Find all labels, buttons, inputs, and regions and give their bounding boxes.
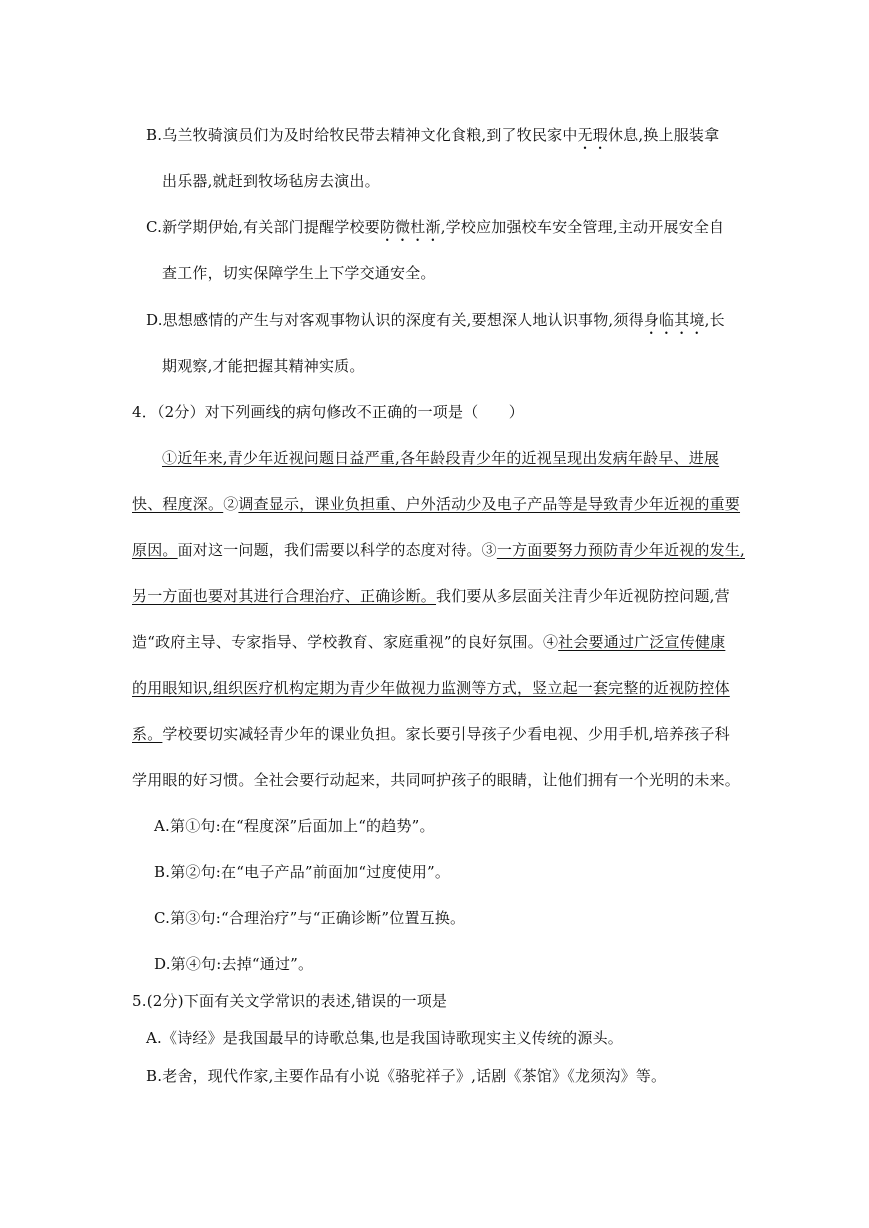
- q4-passage-line6: [132, 677, 730, 699]
- q4-option-c[interactable]: C.第③句:“合理治疗”与“正确诊断”位置互换。: [154, 909, 466, 927]
- q5-stem: 5.(2分)下面有关文学常识的表述,错误的一项是: [132, 992, 448, 1010]
- text: C.新学期伊始,有关部门提醒学校要: [146, 218, 380, 236]
- q4-passage-line1: [162, 447, 719, 469]
- text: 面对这一问题，我们需要以科学的态度对待。③: [177, 541, 497, 559]
- dotted-term: 防微杜渐: [379, 218, 441, 236]
- text: 造“政府主导、专家指导、学校教育、家庭重视”的良好氛围。④: [132, 633, 559, 651]
- text: ,长: [704, 311, 725, 329]
- text: 我们要从多层面关注青少年近视防控问题,营: [436, 587, 730, 605]
- text: ,学校应加强校车安全管理,主动开展安全自: [440, 218, 725, 236]
- text: 学校要切实减轻青少年的课业负担。家长要引导孩子少看电视、少用手机,培养孩子科: [162, 725, 730, 743]
- q3-option-d-line1: [146, 309, 725, 338]
- q3-option-b-line1: [146, 124, 719, 153]
- underlined-sentence: 快、程度深。: [132, 495, 224, 513]
- q4-passage-line3: [132, 539, 745, 561]
- q4-stem: 4．（2分）对下列画线的病句修改不正确的一项是（ ）: [132, 403, 524, 421]
- underlined-sentence: 调查显示，课业负担重、户外活动少及电子产品等是导致青少年近视的重要: [238, 495, 741, 513]
- underlined-sentence: 原因。: [132, 541, 178, 559]
- q4-option-d[interactable]: D.第④句:去掉“通过”。: [154, 955, 314, 973]
- q3-option-b-line2: 出乐器,就赶到牧场毡房去演出。: [162, 172, 380, 190]
- q3-option-d-line2: 期观察,才能把握其精神实质。: [162, 357, 365, 375]
- underlined-sentence: 的用眼知识,组织医疗机构定期为青少年做视力监测等方式，竖立起一套完整的近视防控体: [132, 679, 730, 697]
- q4-passage-line8: 学用眼的好习惯。全社会要行动起来，共同呵护孩子的眼睛，让他们拥有一个光明的未来。: [132, 771, 741, 789]
- q4-passage-line4: [132, 585, 730, 607]
- underlined-sentence: ①近年来,青少年近视问题日益严重,各年龄段青少年的近视呈现出发病年龄早、进展: [162, 449, 720, 467]
- underlined-sentence: 社会要通过广泛宣传健康: [558, 633, 726, 651]
- text: B.乌兰牧骑演员们为及时给牧民带去精神文化食粮,到了牧民家中: [146, 126, 578, 144]
- q5-option-b[interactable]: B.老舍，现代作家,主要作品有小说《骆驼祥子》,话剧《茶馆》《龙须沟》等。: [146, 1067, 667, 1085]
- q4-option-a[interactable]: A.第①句:在“程度深”后面加上“的趋势”。: [154, 817, 435, 835]
- underlined-sentence: 一方面要努力预防青少年近视的发生,: [496, 541, 745, 559]
- text: D.思想感情的产生与对客观事物认识的深度有关,要想深人地认识事物,须得: [146, 311, 644, 329]
- q4-passage-line5: [132, 631, 725, 653]
- underlined-sentence: 系。: [132, 725, 163, 743]
- dotted-term: 无瑕: [577, 126, 608, 144]
- q3-option-c-line2: 查工作，切实保障学生上下学交通安全。: [162, 264, 436, 282]
- q4-option-b[interactable]: B.第②句:在“电子产品”前面加“过度使用”。: [154, 863, 451, 881]
- underlined-sentence: 另一方面也要对其进行合理治疗、正确诊断。: [132, 587, 437, 605]
- q3-option-c-line1: [146, 216, 724, 245]
- text: 休息,换上服装拿: [607, 126, 720, 144]
- dotted-term: 身临其境: [643, 311, 705, 329]
- text: ②: [223, 495, 239, 513]
- q5-option-a[interactable]: A.《诗经》是我国最早的诗歌总集,也是我国诗歌现实主义传统的源头。: [146, 1029, 623, 1047]
- q4-passage-line7: [132, 723, 730, 745]
- q4-passage-line2: [132, 493, 740, 515]
